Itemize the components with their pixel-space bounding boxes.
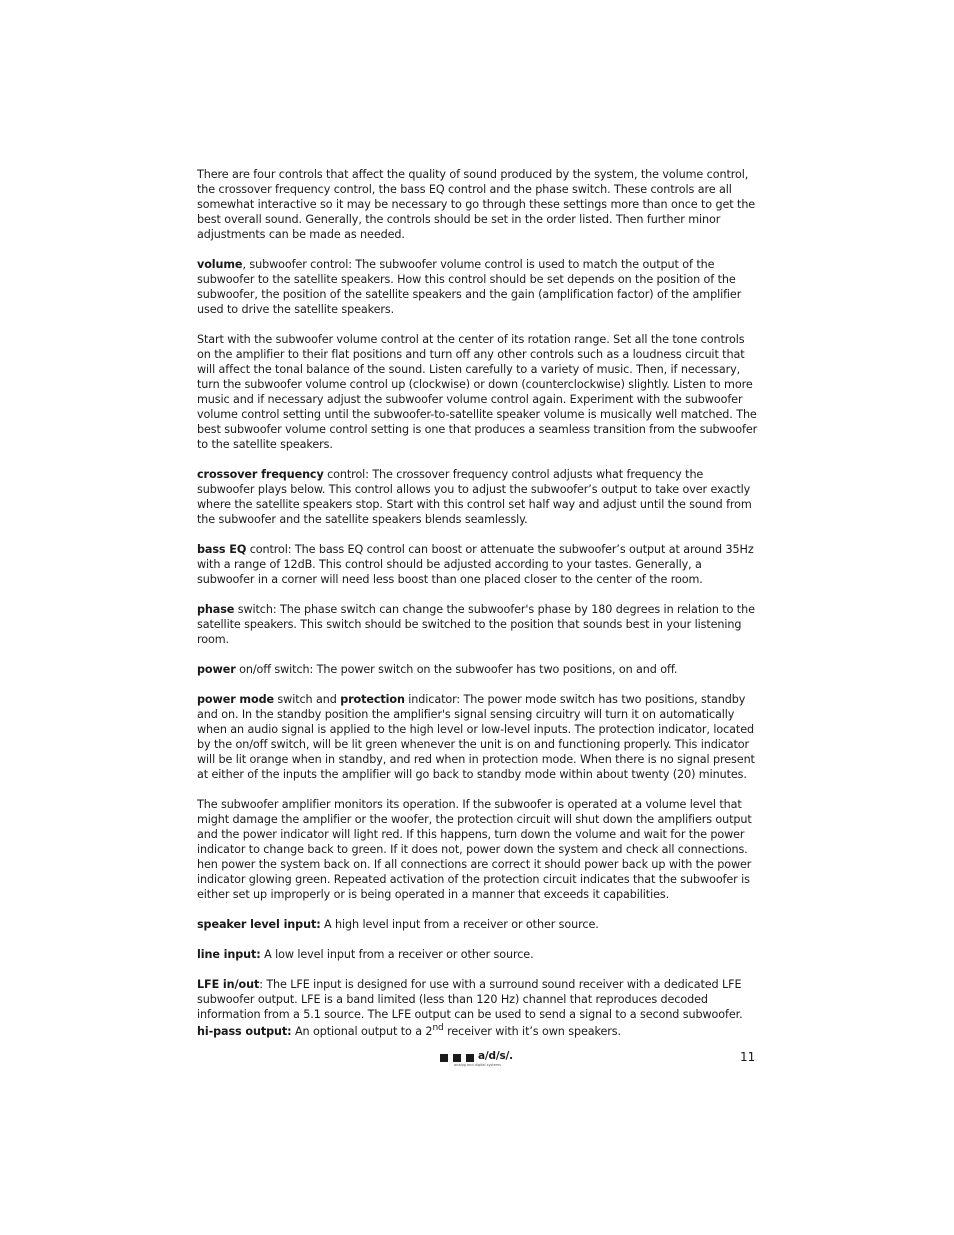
logo-wordmark: a/d/s/. [478, 1050, 513, 1062]
page-footer [440, 1050, 760, 1070]
speaker-level-input-term: speaker level input: [197, 918, 321, 931]
line-input-paragraph: line input: A low level input from a receiver or other source. [197, 948, 534, 961]
volume-term: volume [197, 258, 243, 271]
logo-tagline: analog and digital systems [454, 1063, 502, 1067]
manual-body [197, 167, 759, 1054]
lfe-paragraph: LFE in/out: The LFE input is designed for use with a surround sound receiver with a dedicated LFE subwoofer output. LFE is a band limited (less than 120 Hz) channel that reproduces decoded information from a 5.1 source. The LFE output can be used to send a signal to a second subwoofer. [197, 978, 743, 1021]
logo-square-icon [466, 1054, 474, 1062]
volume-paragraph: volume, subwoofer control: The subwoofer volume control is used to match the output of the subwoofer to the satellite speakers. How this control should be set depends on the position of the subwoofer, the position of the satellite speakers and the gain (amplification factor) of the amplifier used to drive the satellite speakers. [197, 258, 742, 316]
speaker-level-input-paragraph: speaker level input: A high level input from a receiver or other source. [197, 918, 599, 931]
monitor-paragraph: The subwoofer amplifier monitors its operation. If the subwoofer is operated at a volume level that might damage the amplifier or the woofer, the protection circuit will shut down the amplifiers output and the power indicator will light red. If this happens, turn down the volume and wait for the power indicator to change back to green. If it does not, power down the system and check all connections. hen power the system back on. If all connections are correct it should power back up with the power indicator glowing green. Repeated activation of the protection circuit indicates that the subwoofer is either set up improperly or is being operated in a manner that exceeds it capabilities. [197, 798, 752, 901]
protection-term: protection [340, 693, 405, 706]
power-term: power [197, 663, 236, 676]
bass-eq-term: bass EQ [197, 543, 247, 556]
logo-square-icon [440, 1054, 448, 1062]
phase-term: phase [197, 603, 235, 616]
intro-paragraph: There are four controls that affect the quality of sound produced by the system, the volume control, the crossover frequency control, the bass EQ control and the phase switch. These controls are all somewhat interactive so it may be necessary to go through these settings more than once to get the best overall sound. Generally, the controls should be set in the order listed. Then further minor adjustments can be made as needed. [197, 168, 756, 241]
bass-eq-paragraph: bass EQ control: The bass EQ control can boost or attenuate the subwoofer’s output at around 35Hz with a range of 12dB. This control should be adjusted according to your tastes. Generally, a subwoofer in a corner will need less boost than one placed closer to the center of the room. [197, 543, 754, 586]
lfe-term: LFE in/out [197, 978, 260, 991]
hi-pass-output-term: hi-pass output: [197, 1025, 292, 1038]
logo-square-icon [453, 1054, 461, 1062]
crossover-paragraph: crossover frequency control: The crossover frequency control adjusts what frequency the subwoofer plays below. This control allows you to adjust the subwoofer’s output to take over exactly where the satellite speakers stop. Start with this control set half way and adjust until the sound from the subwoofer and the satellite speakers blends seamlessly. [197, 468, 752, 526]
crossover-term: crossover frequency [197, 468, 324, 481]
power-mode-term: power mode [197, 693, 274, 706]
line-input-term: line input: [197, 948, 261, 961]
power-paragraph: power on/off switch: The power switch on the subwoofer has two positions, on and off. [197, 663, 678, 676]
page-number: 11 [740, 1050, 756, 1064]
volume-setup-paragraph: Start with the subwoofer volume control at the center of its rotation range. Set all the tone controls on the amplifier to their flat positions and turn off any other controls such as a loudness circuit that will affect the tonal balance of the sound. Listen carefully to a variety of music. Then, if necessary, turn the subwoofer volume control up (clockwise) or down (counterclockwise) slightly. Listen to more music and if necessary adjust the subwoofer volume control again. Experiment with the subwoofer volume control setting until the subwoofer-to-satellite speaker volume is musically well matched. The best subwoofer volume control setting is one that produces a seamless transition from the subwoofer to the satellite speakers. [197, 333, 758, 451]
ordinal-superscript: nd [432, 1023, 444, 1033]
power-mode-paragraph: power mode switch and protection indicator: The power mode switch has two positions, standby and on. In the standby position the amplifier's signal sensing circuitry will turn it on automatically when an audio signal is applied to the high level or low-level inputs. The protection indicator, located by the on/off switch, will be lit green whenever the unit is on and functioning properly. This indicator will be lit orange when in standby, and red when in protection mode. When there is no signal present at either of the inputs the amplifier will go back to standby mode within about twenty (20) minutes. [197, 693, 755, 781]
phase-paragraph: phase switch: The phase switch can change the subwoofer's phase by 180 degrees in relation to the satellite speakers. This switch should be switched to the position that sounds best in your listening room. [197, 603, 755, 646]
hi-pass-output-paragraph: hi-pass output: An optional output to a 2nd receiver with it’s own speakers. [197, 1023, 621, 1038]
ads-logo [440, 1050, 520, 1068]
